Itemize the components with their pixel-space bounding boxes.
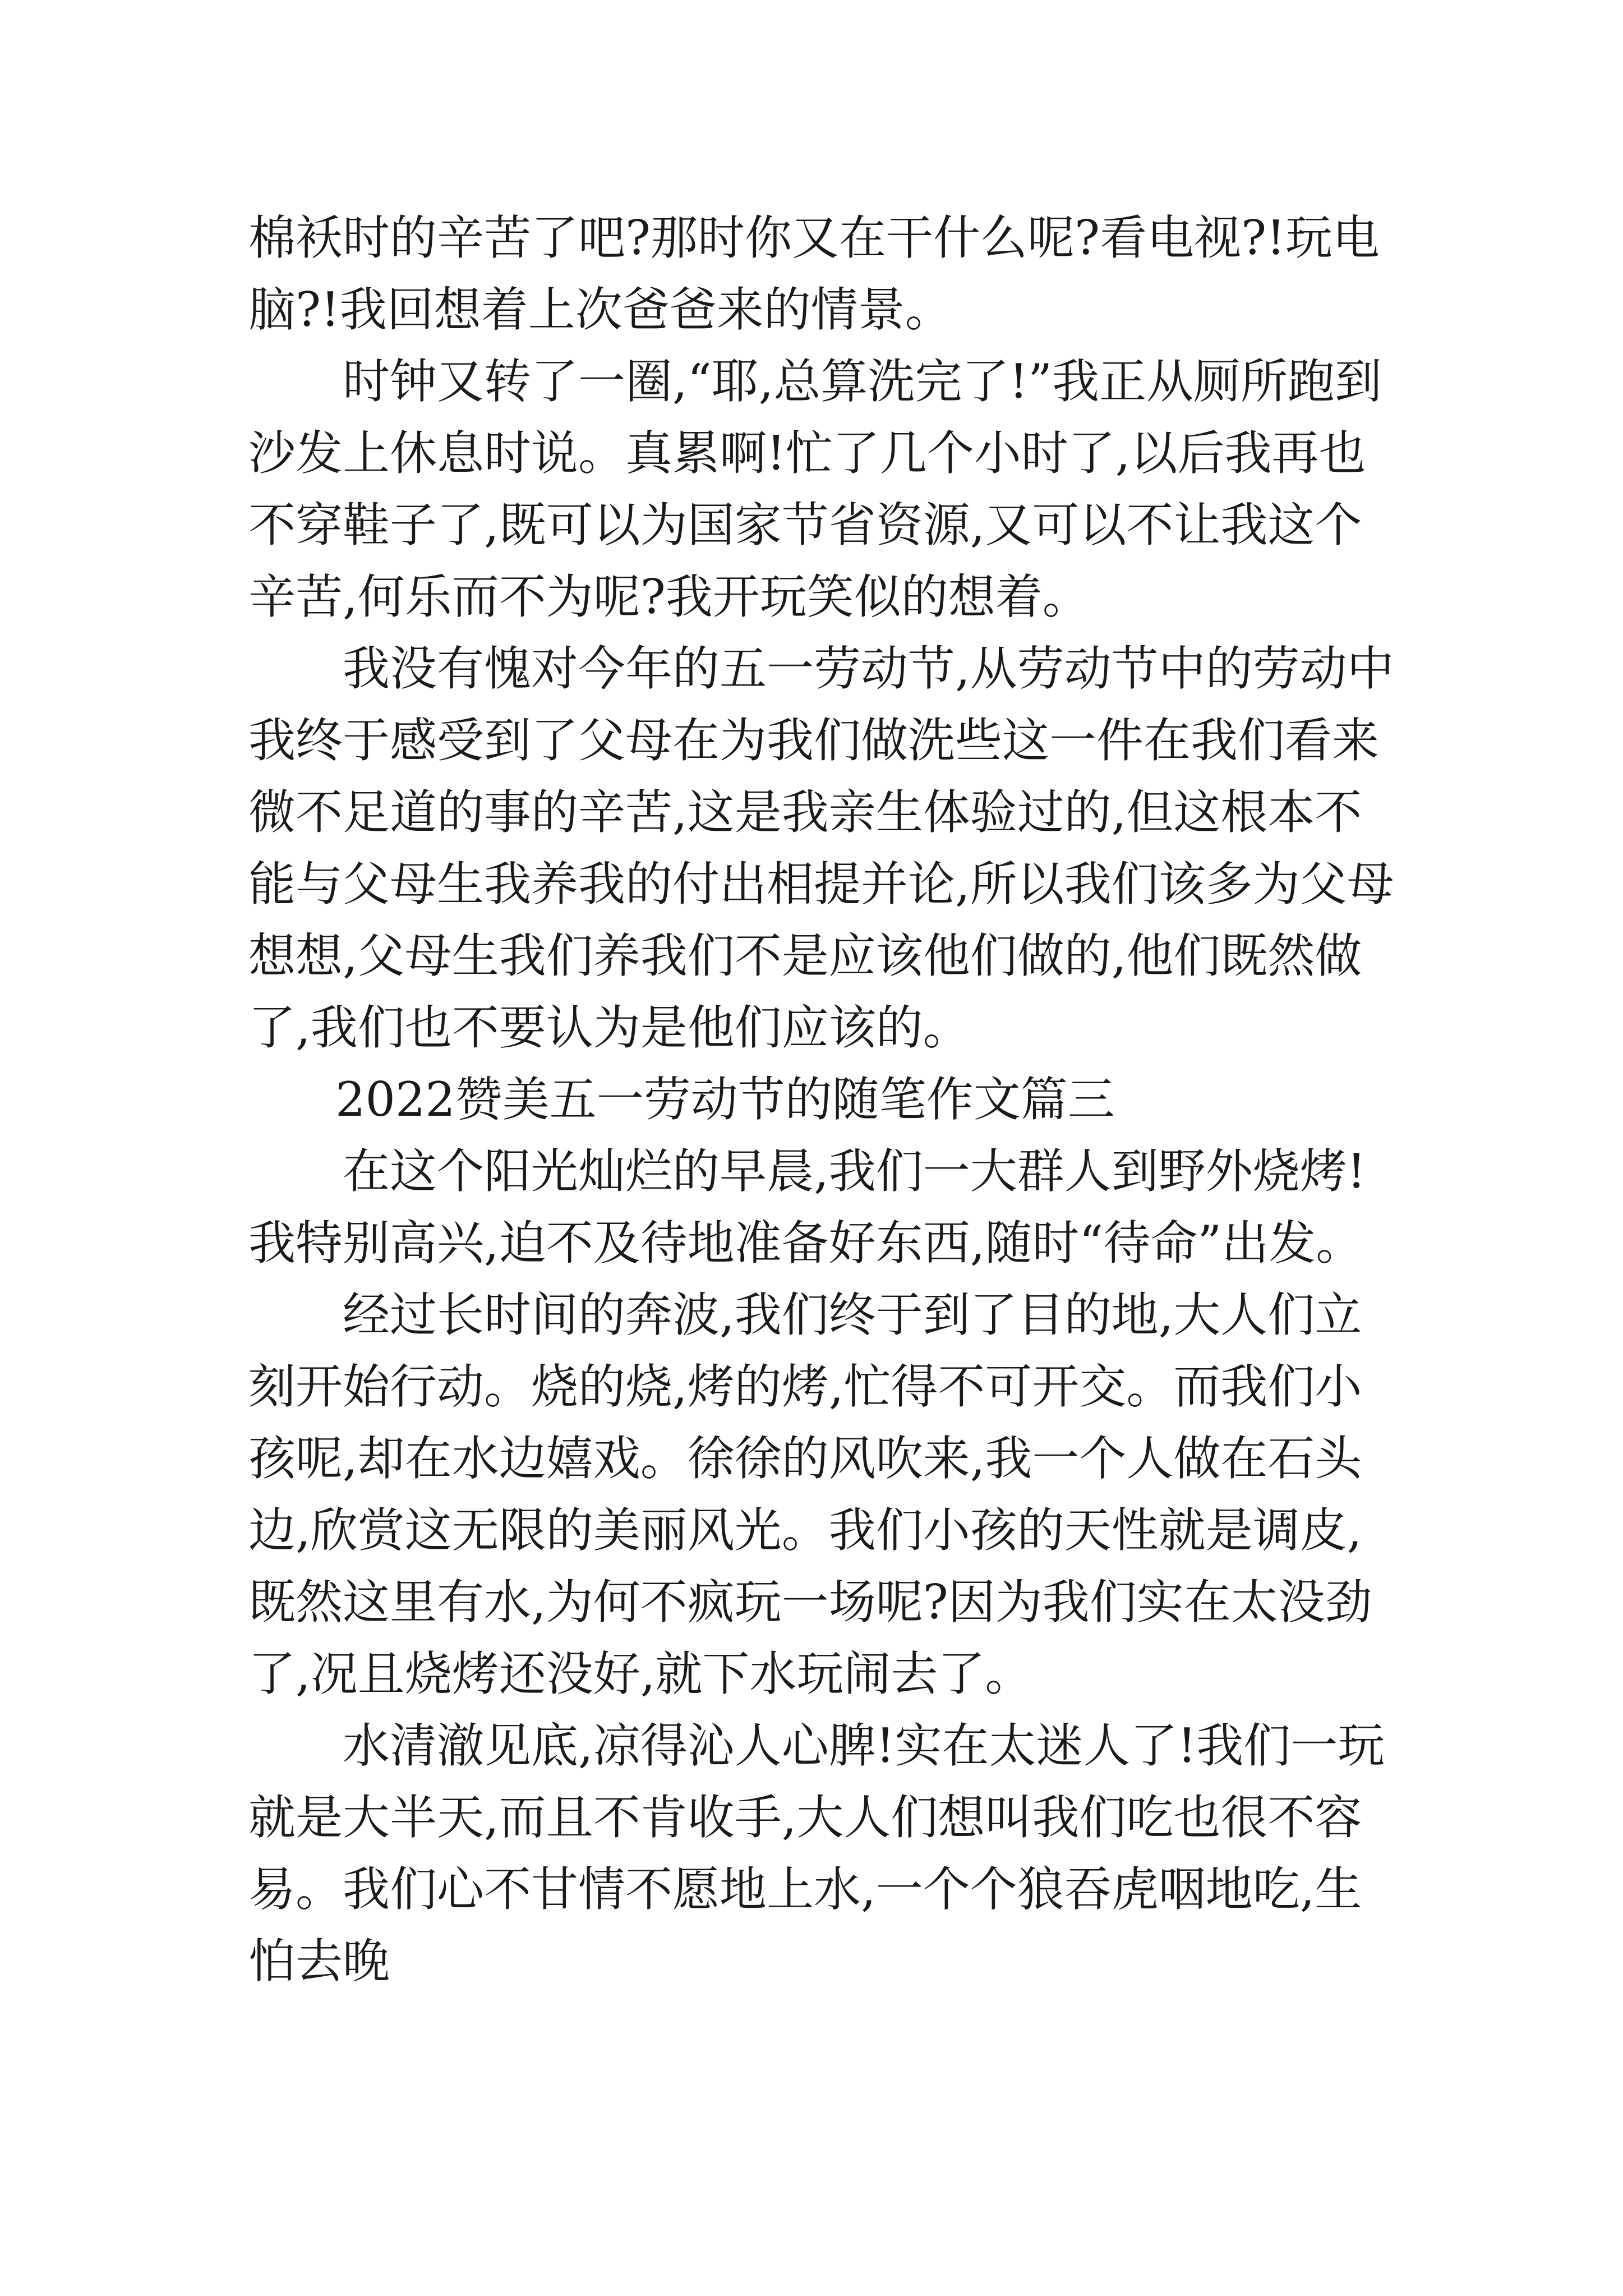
paragraph-2: 时钟又转了一圈,“耶,总算洗完了!”我正从厕所跑到沙发上休息时说。真累啊!忙了几个小时了,以后我再也不穿鞋子了,既可以为国家节省资源,又可以不让我这个辛苦,何乐而不为呢?我开玩笑似的想着。	[248, 354, 1382, 624]
paragraph-6: 水清澈见底,凉得沁人心脾!实在太迷人了!我们一玩就是大半天,而且不肯收手,大人们想叫我们吃也很不容易。我们心不甘情不愿地上水,一个个狼吞虎咽地吃,生怕去晚	[248, 1718, 1385, 1989]
document-body	[248, 202, 1398, 1997]
paragraph-1: 棉袄时的辛苦了吧?那时你又在干什么呢?看电视?!玩电脑?!我回想着上次爸爸来的情景。	[248, 210, 1380, 337]
paragraph-5: 经过长时间的奔波,我们终于到了目的地,大人们立刻开始行动。烧的烧,烤的烤,忙得不可开交。而我们小孩呢,却在水边嬉戏。徐徐的风吹来,我一个人做在石头边,欣赏这无限的美丽风光。我们小孩的天性就是调皮,既然这里有水,为何不疯玩一场呢?因为我们实在太没劲了,况且烧烤还没好,就下水玩闹去了。	[248, 1287, 1372, 1701]
paragraph-4: 在这个阳光灿烂的早晨,我们一大群人到野外烧烤!我特别高兴,迫不及待地准备好东西,随时“待命”出发。	[248, 1144, 1366, 1271]
paragraph-3: 我没有愧对今年的五一劳动节,从劳动节中的劳动中我终于感受到了父母在为我们做洗些这一件在我们看来微不足道的事的辛苦,这是我亲生体验过的,但这根本不能与父母生我养我的付出相提并论,所以我们该多为父母想想,父母生我们养我们不是应该他们做的,他们既然做了,我们也不要认为是他们应该的。	[248, 641, 1394, 1055]
section-heading: 2022赞美五一劳动节的随笔作文篇三	[335, 1072, 1115, 1127]
